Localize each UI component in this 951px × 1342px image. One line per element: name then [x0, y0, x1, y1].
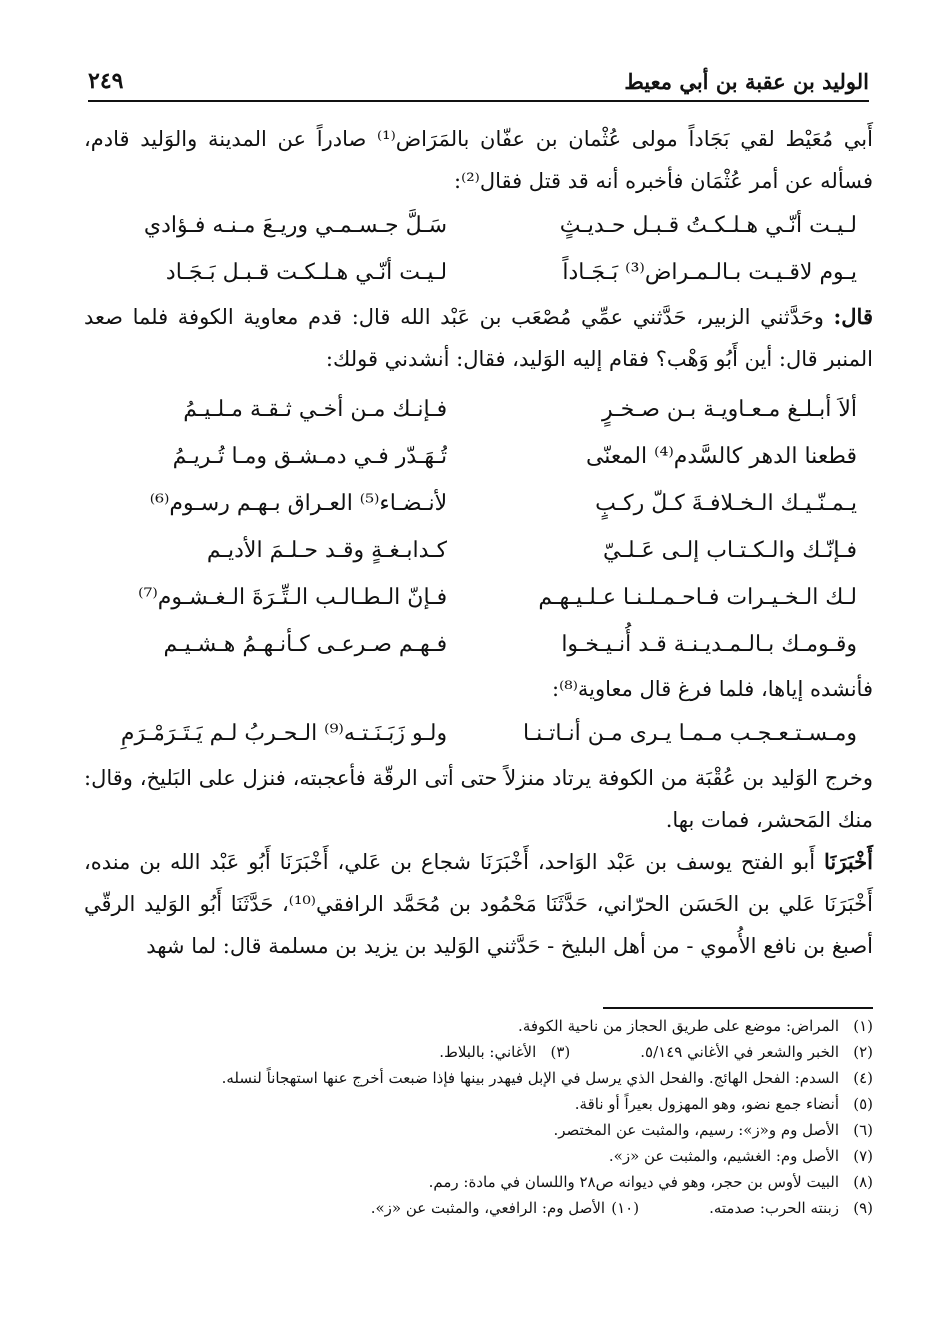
page-number: ٢٤٩: [88, 68, 124, 94]
paragraph-1: أَبي مُعَيْط لقي بَجَاداً مولى عُثْمان بن عفّان بالمَرَاض⁽¹⁾ صادراً عن المدينة والوَليد قادم، فسأله عن أمر عُثْمَان فأخبره أنه قد قتل فقال⁽²⁾:: [84, 127, 873, 193]
footnote-number: (٣): [550, 1043, 571, 1061]
running-header: [88, 58, 869, 102]
paragraph-5: [84, 841, 873, 967]
paragraph-lead: قال:: [833, 304, 873, 329]
second-hemistich: سَـلَّ جـسـمـي وريـعَ مـنـه فـؤادي: [143, 213, 448, 238]
footnote-text: السدم: الفحل الهائج. والفحل الذي يرسل في الإبل فيهدر بينها فإذا ضبعت أخرج عنها استهجاناً لنسله.: [221, 1069, 839, 1087]
second-hemistich: لـيـت أنّـي هـلـكـت قـبـل بَـجَـاد: [165, 260, 448, 285]
poem-2: [84, 386, 873, 668]
footnote-text: زبنته الحرب: صدمته.: [709, 1199, 839, 1217]
footnote-text: الأصل وم: الرافعي، والمثبت عن «ز».: [370, 1199, 606, 1217]
footnote-number: (٢): [853, 1043, 873, 1061]
footnote: [84, 1195, 873, 1221]
second-hemistich: فـهـم صـرعـى كـأنـهـمُ هـشـيـم: [163, 632, 448, 657]
footnote: [84, 1091, 873, 1117]
second-hemistich: لأنـضـاء⁽⁵⁾ العـراق بـهـم رسـوم⁽⁶⁾: [149, 491, 448, 516]
first-hemistich: لـك الـخـيـرات فـاحـمـلـنـا عـلـيـهـم: [538, 585, 857, 610]
footnote-number: (٤): [853, 1069, 873, 1087]
verse-line: [84, 433, 873, 480]
footnote: [84, 1143, 873, 1169]
verse-line: [84, 202, 873, 249]
footnote: [84, 1117, 873, 1143]
verse-line: [84, 527, 873, 574]
footnote-number: (٨): [853, 1173, 873, 1191]
paragraph-3: فأنشده إياها، فلما فرغ قال معاوية⁽⁸⁾:: [552, 677, 873, 701]
footnote-number: (٩): [853, 1199, 873, 1217]
verse-line: [84, 621, 873, 668]
footnote: [84, 1065, 873, 1091]
first-hemistich: قطعنا الدهر كالسَّدم⁽⁴⁾ المعنّى: [585, 444, 857, 469]
first-hemistich: ألاَ أبـلـغ مـعـاويـة بـن صـخـرٍ: [602, 397, 857, 422]
footnote: [84, 1013, 873, 1039]
main-text: [84, 118, 873, 967]
verse-line: [84, 249, 873, 296]
verse-line: [84, 574, 873, 621]
poem-3: [84, 710, 873, 757]
second-hemistich: كـدابـغـةٍ وقـد حـلـمَ الأديـم: [206, 538, 448, 563]
verse-line: [84, 386, 873, 433]
verse-line: [84, 710, 873, 757]
footnote-number: (٦): [853, 1121, 873, 1139]
footnote-number: (١): [853, 1017, 873, 1035]
footnote-text: المراض: موضع على طريق الحجاز من ناحية الكوفة.: [518, 1017, 839, 1035]
footnote-text: الأغاني: بالبلاط.: [439, 1043, 537, 1061]
paragraph-lead: أَخْبَرَنَا: [824, 849, 873, 874]
footnotes: [84, 1013, 873, 1221]
footnote-divider: [603, 1007, 873, 1009]
paragraph-text: أَبو الفتح يوسف بن عَبْد الوَاحد، أَخْبَرَنَا شجاع بن عَلي، أَخْبَرَنَا أَبُو عَبْد الله بن منده، أَخْبَرَنَا عَلي بن الحَسَن الحرّاني، حَدَّثَنَا مَحْمُود بن مُحَمَّد الرافقي⁽¹⁰⁾، حَدَّثَنَا أَبُو الوَليد الرقّي أصبغ بن نافع الأُموي - من أهل البليخ - حَدَّثني الوَليد بن يزيد بن مسلمة قال: لما شهد: [84, 850, 874, 958]
first-hemistich: يـوم لاقـيـت بـالـمـراض⁽³⁾ بَـجَـاداً: [562, 260, 857, 285]
second-hemistich: فـإنّ الـطـالـب الـتِّـرَةَ الـغـشـوم⁽⁷⁾: [138, 585, 448, 610]
second-hemistich: ولـو زَبَـنَـتـه⁽⁹⁾ الـحـربُ لـم يَـتَـرَمْـرَمِ: [120, 721, 448, 746]
footnote-text: الخبر والشعر في الأغاني ٥/١٤٩.: [640, 1043, 839, 1061]
footnote-text: الأصل وم: الغشيم، والمثبت عن «ز».: [608, 1147, 839, 1165]
first-hemistich: لـيـت أنّـي هـلـكـتُ قـبـل حـديـثٍ: [559, 213, 857, 238]
footnote-text: الأصل وم و«ز»: رسيم، والمثبت عن المختصر.: [553, 1121, 839, 1139]
footnote-text: أنضاء جمع نضو، وهو المهزول بعيراً أو ناقة.: [574, 1095, 839, 1113]
first-hemistich: وقـومـك بـالـمـديـنـة قـد أُنـيـخـوا: [561, 632, 857, 657]
second-hemistich: فـإنـك مـن أخـي ثـقـة مـلـيـمُ: [183, 397, 448, 422]
first-hemistich: فـإنّـك والـكـتـاب إلـى عَـلـيّ: [603, 538, 857, 563]
paragraph-text: وحَدَّثني الزبير، حَدَّثني عمِّي مُصْعَب بن عَبْد الله قال: قدم معاوية الكوفة فلما صعد المنبر قال: أين أَبُو وَهْب؟ فقام إليه الوَليد، فقال: أنشدني قولك:: [84, 305, 873, 371]
footnote-number: (٥): [853, 1095, 873, 1113]
running-title: الوليد بن عقبة بن أبي معيط: [624, 69, 869, 94]
poem-1: [84, 202, 873, 296]
footnote: [84, 1169, 873, 1195]
verse-line: [84, 480, 873, 527]
first-hemistich: ومـسـتـعـجـب مـمـا يـرى مـن أنـاتـنـا: [522, 721, 857, 746]
second-hemistich: تُـهَـدّر فـي دمـشـق ومـا تُـريـمُ: [172, 444, 448, 469]
footnote: [84, 1039, 873, 1065]
paragraph-2: [84, 296, 873, 380]
footnote-text: البيت لأوس بن حجر، وهو في ديوانه ص٢٨ واللسان في مادة: رمم.: [428, 1173, 839, 1191]
footnote-number: (٧): [853, 1147, 873, 1165]
paragraph-4: وخرج الوَليد بن عُقْبَة من الكوفة يرتاد منزلاً حتى أتى الرقّة فأعجبته، فنزل على البَليخ، وقال: منك المَحشر، فمات بها.: [84, 766, 873, 832]
footnote-number: (١٠): [611, 1199, 640, 1217]
first-hemistich: يـمـنّـيـك الـخـلافـةَ كـلّ ركـبٍ: [595, 491, 857, 516]
